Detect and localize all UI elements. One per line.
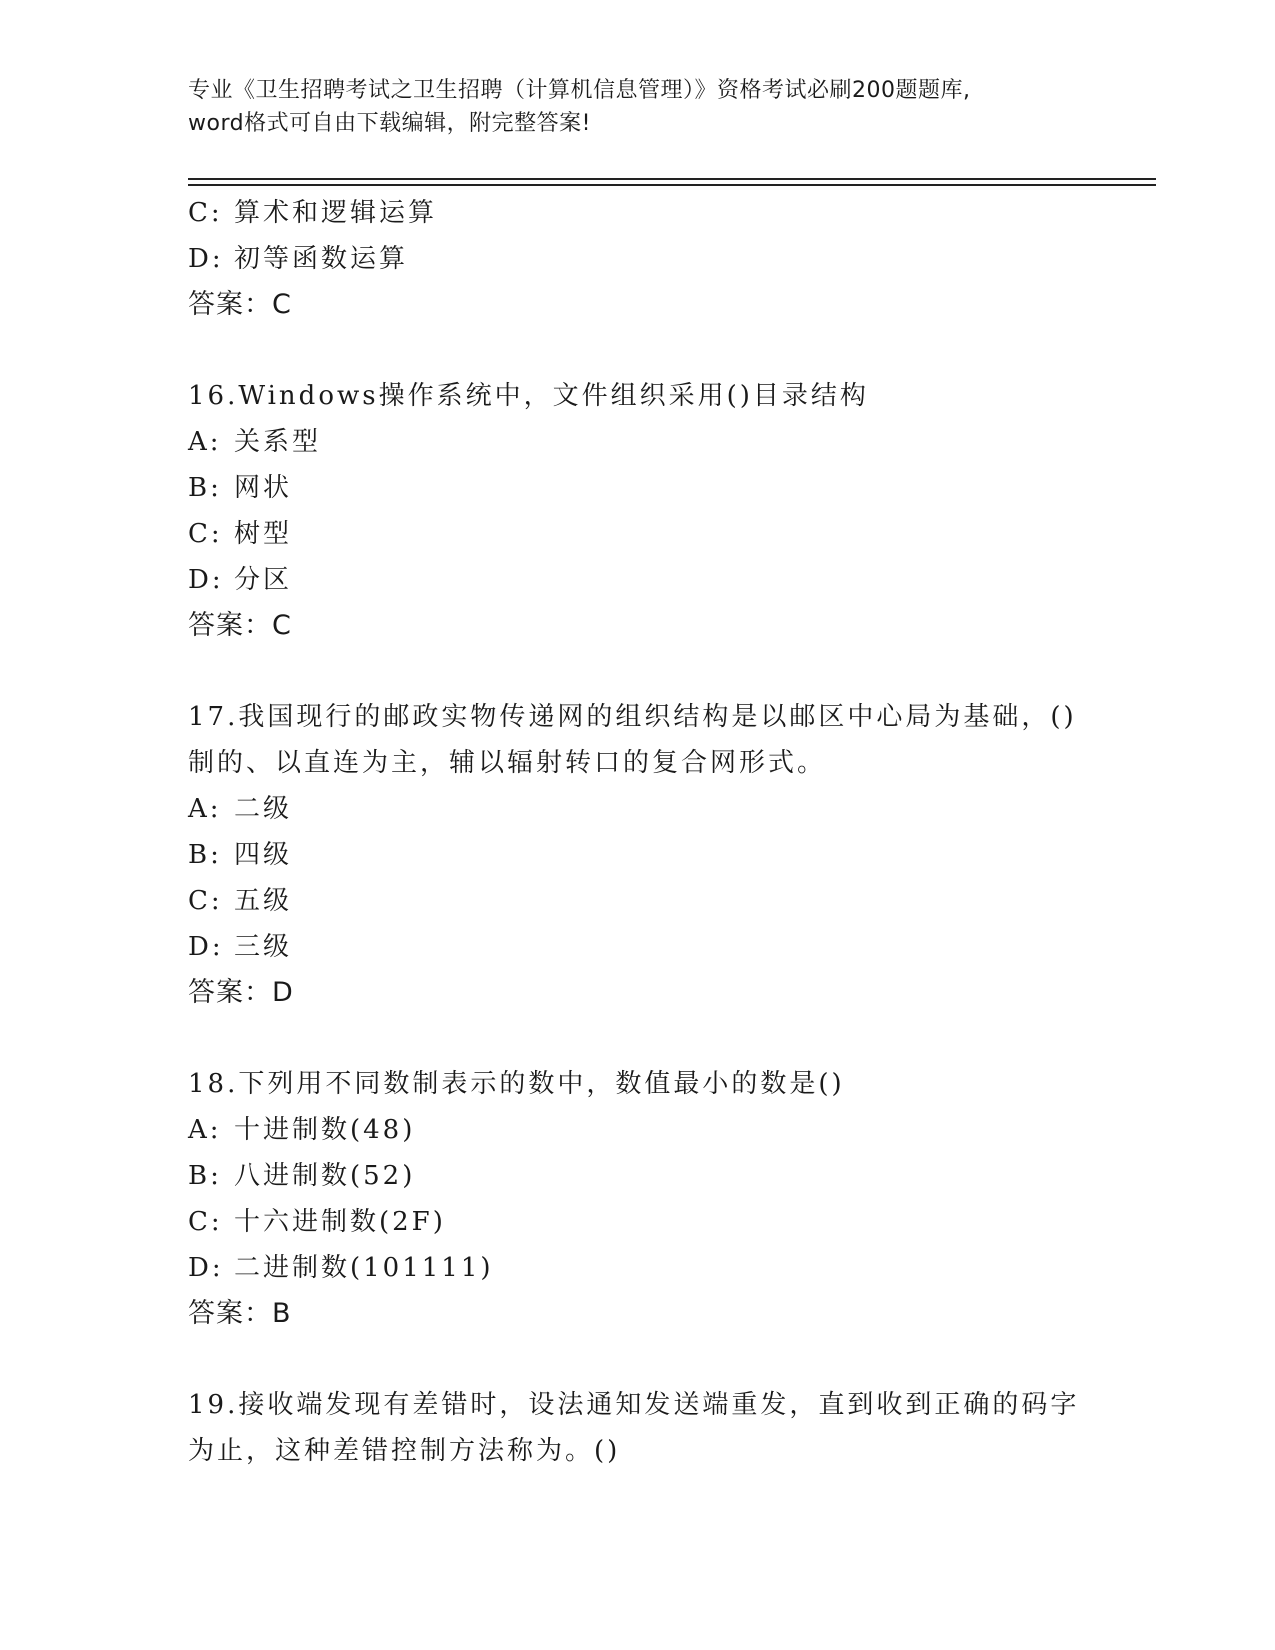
option-text: 二进制数(101111) <box>234 1253 494 1283</box>
document-header <box>188 74 1088 140</box>
option-text: 十六进制数(2F) <box>234 1207 446 1237</box>
option-line <box>188 419 1088 465</box>
option-line <box>188 924 1088 970</box>
option-text: 算术和逻辑运算 <box>234 198 438 228</box>
option-key: B: <box>188 840 222 870</box>
option-line <box>188 832 1088 878</box>
option-key: C: <box>188 519 223 549</box>
option-key: B: <box>188 473 222 503</box>
option-line <box>188 1245 1088 1291</box>
header-rule-bottom <box>188 184 1156 186</box>
question-text: 17.我国现行的邮政实物传递网的组织结构是以邮区中心局为基础，() <box>188 702 1077 732</box>
option-text: 四级 <box>234 840 293 870</box>
question-list <box>188 190 1088 1474</box>
option-text: 三级 <box>234 932 293 962</box>
option-key: C: <box>188 1207 223 1237</box>
option-key: A: <box>188 1115 222 1145</box>
option-text: 五级 <box>234 886 293 916</box>
option-key: D: <box>188 244 224 274</box>
option-line <box>188 1107 1088 1153</box>
question-text: 制的、以直连为主，辅以辐射转口的复合网形式。 <box>188 748 827 778</box>
answer-line: 答案：C <box>188 289 292 320</box>
question-text: 为止，这种差错控制方法称为。() <box>188 1436 621 1466</box>
option-line <box>188 511 1088 557</box>
question-text: 19.接收端发现有差错时，设法通知发送端重发，直到收到正确的码字 <box>188 1390 1080 1420</box>
option-key: A: <box>188 427 222 457</box>
question-text: 16.Windows操作系统中，文件组织采用()目录结构 <box>188 381 869 411</box>
option-text: 树型 <box>234 519 293 549</box>
header-line-2: word格式可自由下载编辑，附完整答案! <box>188 111 591 136</box>
question-text: 18.下列用不同数制表示的数中，数值最小的数是() <box>188 1069 845 1099</box>
option-text: 分区 <box>234 565 293 595</box>
option-key: D: <box>188 565 224 595</box>
answer-line: 答案：D <box>188 977 294 1008</box>
header-rule-top <box>188 178 1156 180</box>
option-line <box>188 557 1088 603</box>
spacer <box>188 1337 1088 1382</box>
option-line <box>188 786 1088 832</box>
header-line-1: 专业《卫生招聘考试之卫生招聘（计算机信息管理）》资格考试必刷200题题库, <box>188 78 971 103</box>
option-text: 初等函数运算 <box>234 244 409 274</box>
option-key: B: <box>188 1161 222 1191</box>
option-key: C: <box>188 198 223 228</box>
option-text: 二级 <box>234 794 293 824</box>
spacer <box>188 1016 1088 1061</box>
option-line <box>188 465 1088 511</box>
option-text: 十进制数(48) <box>234 1115 416 1145</box>
option-line <box>188 1153 1088 1199</box>
option-text: 关系型 <box>234 427 322 457</box>
answer-line: 答案：B <box>188 1298 292 1329</box>
answer-line: 答案：C <box>188 610 292 641</box>
option-key: A: <box>188 794 222 824</box>
option-line <box>188 1199 1088 1245</box>
option-line <box>188 878 1088 924</box>
spacer <box>188 649 1088 694</box>
option-line <box>188 236 1088 282</box>
option-text: 八进制数(52) <box>234 1161 416 1191</box>
option-key: C: <box>188 886 223 916</box>
option-line <box>188 190 1088 236</box>
option-key: D: <box>188 932 224 962</box>
option-key: D: <box>188 1253 224 1283</box>
option-text: 网状 <box>234 473 293 503</box>
spacer <box>188 328 1088 373</box>
